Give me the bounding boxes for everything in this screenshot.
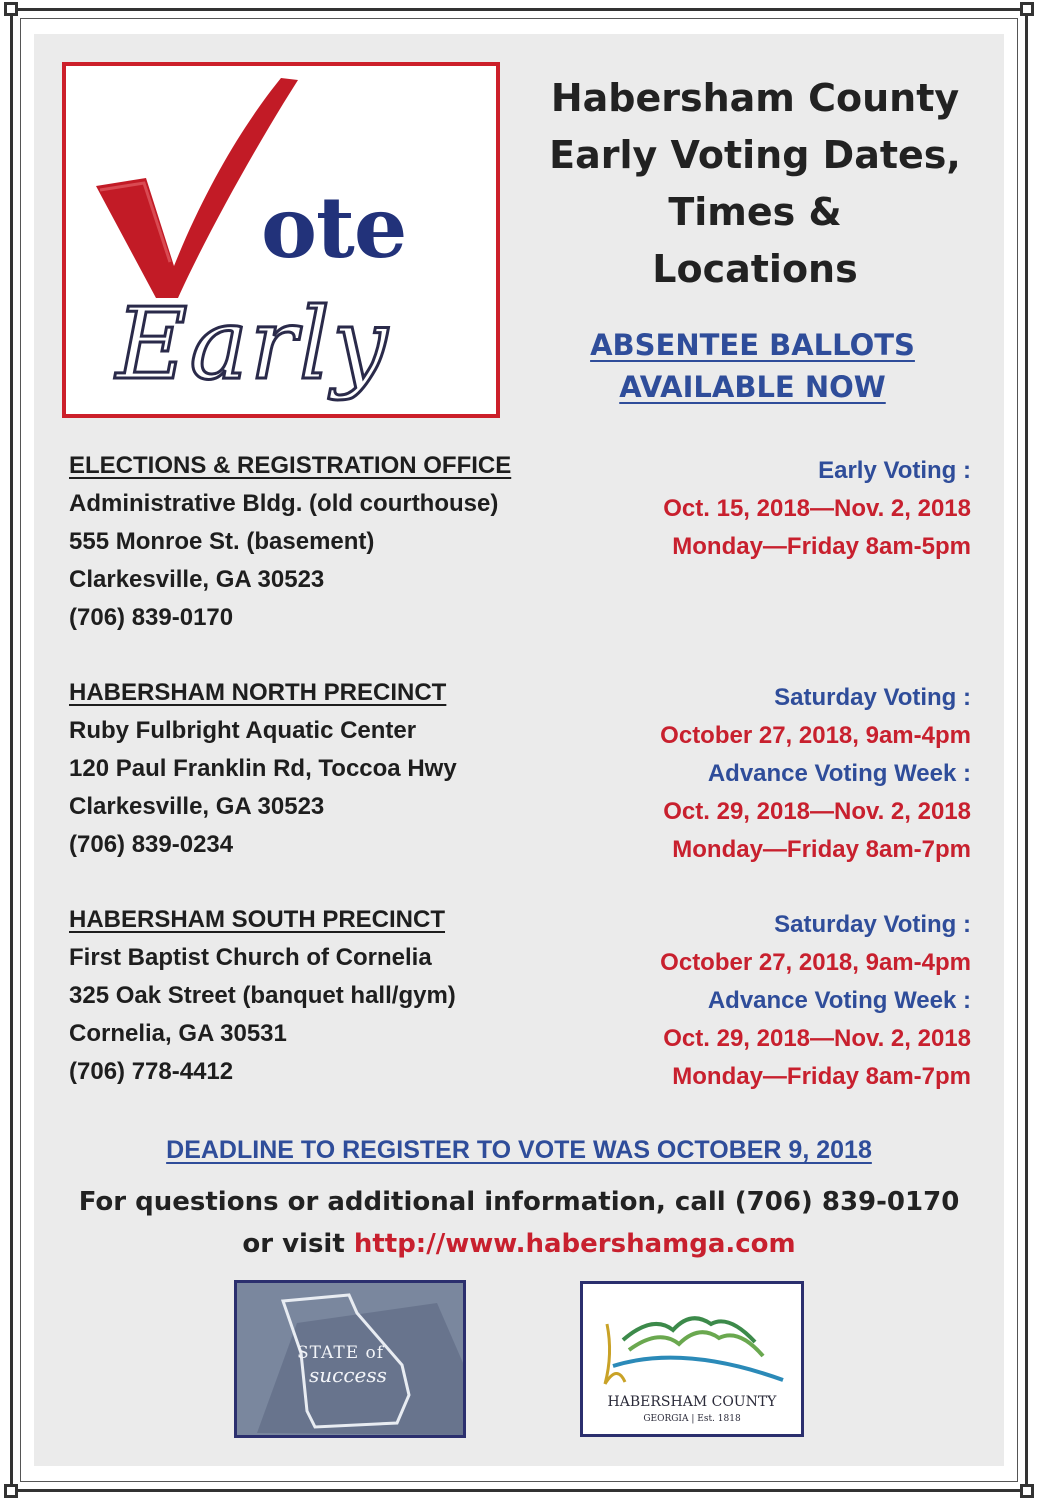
saturday-date: October 27, 2018, 9am-4pm xyxy=(660,722,971,749)
location-elections-office xyxy=(69,447,511,637)
schedule-label: Early Voting : xyxy=(818,457,971,484)
location-city: Clarkesville, GA 30523 xyxy=(69,566,325,593)
location-street: 555 Monroe St. (basement) xyxy=(69,528,375,555)
state-of-success-logo xyxy=(234,1280,466,1438)
contact-phone-line: For questions or additional information, call (706) 839-0170 xyxy=(78,1187,960,1217)
absentee-line-2: AVAILABLE NOW xyxy=(619,370,886,404)
schedule-south-precinct xyxy=(660,906,971,1096)
early-word: Early xyxy=(116,288,390,402)
visit-prefix: or visit xyxy=(242,1229,354,1259)
location-building: First Baptist Church of Cornelia xyxy=(69,944,432,971)
location-north-precinct xyxy=(69,674,457,864)
location-city: Cornelia, GA 30531 xyxy=(69,1020,287,1047)
location-building: Ruby Fulbright Aquatic Center xyxy=(69,717,417,744)
badge-county-sub: GEORGIA | Est. 1818 xyxy=(643,1414,741,1424)
contact-info xyxy=(0,1181,1038,1265)
advance-label: Advance Voting Week : xyxy=(707,760,971,787)
advance-dates: Oct. 29, 2018—Nov. 2, 2018 xyxy=(663,1025,971,1052)
location-name: ELECTIONS & REGISTRATION OFFICE xyxy=(69,452,512,479)
corner-ornament xyxy=(4,2,18,16)
badge-established: Est. 1818 xyxy=(697,1414,741,1424)
location-phone: (706) 778-4412 xyxy=(69,1058,234,1085)
advance-label: Advance Voting Week : xyxy=(707,987,971,1014)
badge-state: GEORGIA xyxy=(643,1414,689,1424)
absentee-line-1: ABSENTEE BALLOTS xyxy=(590,328,915,362)
location-name: HABERSHAM NORTH PRECINCT xyxy=(69,679,447,706)
location-south-precinct xyxy=(69,901,456,1091)
badge-line-1: STATE of xyxy=(297,1343,385,1363)
vote-word: ote xyxy=(261,178,407,277)
location-city: Clarkesville, GA 30523 xyxy=(69,793,325,820)
schedule-north-precinct xyxy=(660,679,971,869)
location-street: 325 Oak Street (banquet hall/gym) xyxy=(69,982,456,1009)
location-building: Administrative Bldg. (old courthouse) xyxy=(69,490,499,517)
advance-dates: Oct. 29, 2018—Nov. 2, 2018 xyxy=(663,798,971,825)
schedule-hours: Monday—Friday 8am-5pm xyxy=(672,533,971,560)
corner-ornament xyxy=(1020,2,1034,16)
advance-hours: Monday—Friday 8am-7pm xyxy=(672,836,971,863)
vote-early-logo xyxy=(62,62,500,418)
schedule-elections-office xyxy=(663,452,971,566)
badge-county-name: HABERSHAM COUNTY xyxy=(607,1394,777,1410)
contact-visit-line xyxy=(0,1223,1038,1265)
habersham-county-logo xyxy=(580,1281,804,1437)
absentee-notice xyxy=(580,324,925,408)
location-phone: (706) 839-0234 xyxy=(69,831,234,858)
badge-line-2: success xyxy=(309,1363,387,1387)
registration-deadline: DEADLINE TO REGISTER TO VOTE WAS OCTOBER 9, 2018 xyxy=(166,1136,872,1164)
location-phone: (706) 839-0170 xyxy=(69,604,234,631)
corner-ornament xyxy=(1020,1484,1034,1498)
advance-hours: Monday—Friday 8am-7pm xyxy=(672,1063,971,1090)
location-street: 120 Paul Franklin Rd, Toccoa Hwy xyxy=(69,755,457,782)
location-name: HABERSHAM SOUTH PRECINCT xyxy=(69,906,446,933)
saturday-date: October 27, 2018, 9am-4pm xyxy=(660,949,971,976)
website-link[interactable]: http://www.habershamga.com xyxy=(353,1229,796,1259)
page-title: Habersham County Early Voting Dates, Times & Locations xyxy=(549,76,961,291)
saturday-label: Saturday Voting : xyxy=(774,911,971,938)
mountains-icon xyxy=(583,1284,801,1434)
saturday-label: Saturday Voting : xyxy=(774,684,971,711)
schedule-dates: Oct. 15, 2018—Nov. 2, 2018 xyxy=(663,495,971,522)
corner-ornament xyxy=(4,1484,18,1498)
